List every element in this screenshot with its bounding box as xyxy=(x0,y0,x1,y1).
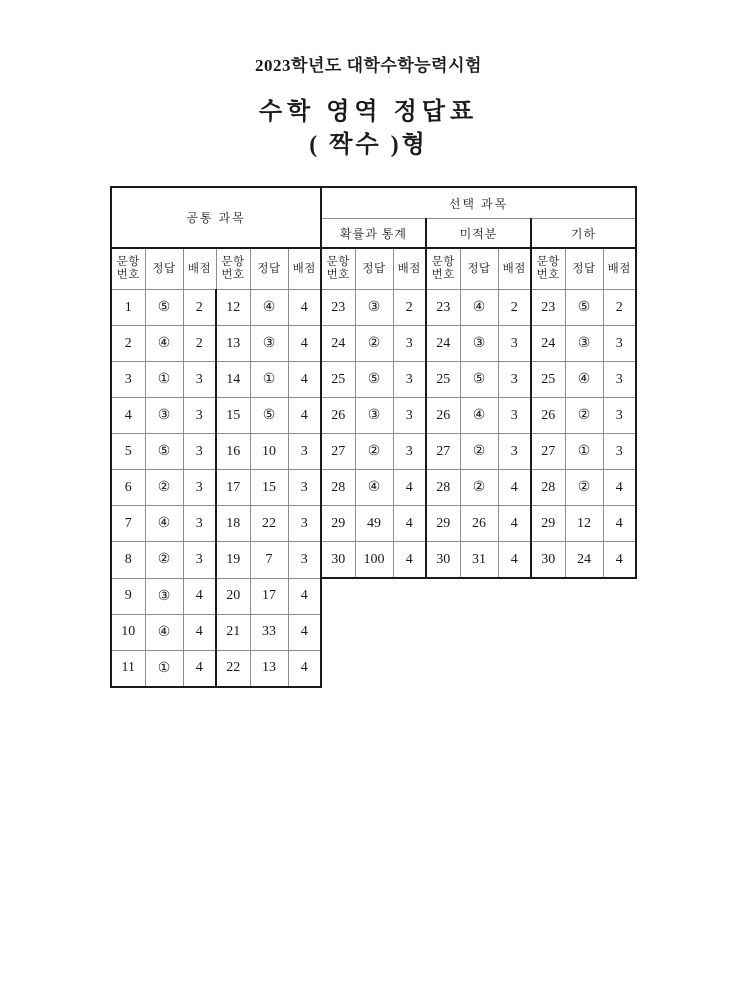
answer-key-table-container xyxy=(110,186,637,688)
group-header-row xyxy=(111,187,636,219)
cell-answer: ④ xyxy=(355,470,393,506)
cell-answer: ② xyxy=(145,470,183,506)
cell-points: 4 xyxy=(393,542,426,579)
cell-points: 3 xyxy=(603,434,636,470)
cell-answer: ① xyxy=(250,362,288,398)
cell-points: 4 xyxy=(183,614,216,650)
cell-answer: ① xyxy=(145,650,183,687)
cell-points: 4 xyxy=(288,362,321,398)
cell-question-number: 11 xyxy=(111,650,145,687)
cell-question-number: 23 xyxy=(426,290,460,326)
table-empty-area xyxy=(321,614,636,650)
cell-question-number: 30 xyxy=(321,542,355,579)
cell-points: 3 xyxy=(498,434,531,470)
cell-answer: ④ xyxy=(145,506,183,542)
cell-question-number: 26 xyxy=(321,398,355,434)
cell-points: 3 xyxy=(183,398,216,434)
col-header-number: 문항 번호 xyxy=(111,248,145,290)
cell-points: 2 xyxy=(603,290,636,326)
cell-question-number: 27 xyxy=(321,434,355,470)
cell-question-number: 29 xyxy=(531,506,565,542)
column-header-row xyxy=(111,248,636,290)
cell-answer: ⑤ xyxy=(145,290,183,326)
cell-points: 3 xyxy=(393,434,426,470)
col-header-points: 배점 xyxy=(603,248,636,290)
cell-question-number: 10 xyxy=(111,614,145,650)
cell-points: 4 xyxy=(288,578,321,614)
cell-question-number: 19 xyxy=(216,542,250,579)
table-row xyxy=(111,398,636,434)
cell-answer: ② xyxy=(565,470,603,506)
cell-points: 4 xyxy=(498,542,531,579)
cell-answer: ② xyxy=(565,398,603,434)
cell-points: 4 xyxy=(288,290,321,326)
cell-question-number: 9 xyxy=(111,578,145,614)
cell-answer: ⑤ xyxy=(355,362,393,398)
table-row xyxy=(111,542,636,579)
cell-question-number: 13 xyxy=(216,326,250,362)
page-title: 수학 영역 정답표 xyxy=(258,99,479,126)
cell-question-number: 3 xyxy=(111,362,145,398)
cell-points: 3 xyxy=(288,434,321,470)
cell-answer: ⑤ xyxy=(145,434,183,470)
cell-points: 4 xyxy=(498,470,531,506)
table-row xyxy=(111,578,636,614)
col-header-number: 문항 번호 xyxy=(321,248,355,290)
cell-points: 3 xyxy=(498,326,531,362)
table-empty-area xyxy=(321,578,636,614)
cell-question-number: 29 xyxy=(426,506,460,542)
cell-points: 3 xyxy=(603,398,636,434)
cell-question-number: 14 xyxy=(216,362,250,398)
col-header-number: 문항 번호 xyxy=(531,248,565,290)
subject-header-calculus: 미적분 xyxy=(426,219,531,249)
col-header-answer: 정답 xyxy=(250,248,288,290)
cell-question-number: 25 xyxy=(426,362,460,398)
cell-question-number: 30 xyxy=(531,542,565,579)
cell-points: 2 xyxy=(498,290,531,326)
cell-question-number: 28 xyxy=(426,470,460,506)
answer-key-table xyxy=(110,186,637,688)
cell-question-number: 8 xyxy=(111,542,145,579)
cell-question-number: 30 xyxy=(426,542,460,579)
exam-title: 2023학년도 대학수학능력시험 xyxy=(255,56,482,75)
cell-question-number: 29 xyxy=(321,506,355,542)
cell-question-number: 26 xyxy=(531,398,565,434)
table-row xyxy=(111,326,636,362)
cell-points: 4 xyxy=(393,470,426,506)
cell-points: 2 xyxy=(183,326,216,362)
cell-answer: ⑤ xyxy=(565,290,603,326)
cell-answer: ① xyxy=(565,434,603,470)
cell-answer: 12 xyxy=(565,506,603,542)
cell-question-number: 24 xyxy=(531,326,565,362)
cell-answer: 100 xyxy=(355,542,393,579)
col-header-points: 배점 xyxy=(393,248,426,290)
cell-points: 4 xyxy=(288,614,321,650)
col-header-number: 문항 번호 xyxy=(216,248,250,290)
cell-question-number: 21 xyxy=(216,614,250,650)
cell-answer: 49 xyxy=(355,506,393,542)
cell-answer: 22 xyxy=(250,506,288,542)
cell-answer: ③ xyxy=(145,578,183,614)
cell-question-number: 22 xyxy=(216,650,250,687)
col-header-answer: 정답 xyxy=(460,248,498,290)
cell-points: 2 xyxy=(393,290,426,326)
col-header-answer: 정답 xyxy=(565,248,603,290)
cell-points: 3 xyxy=(183,470,216,506)
cell-question-number: 27 xyxy=(426,434,460,470)
cell-points: 3 xyxy=(183,362,216,398)
cell-question-number: 6 xyxy=(111,470,145,506)
document-header xyxy=(0,56,737,161)
cell-points: 3 xyxy=(603,362,636,398)
cell-answer: 15 xyxy=(250,470,288,506)
cell-answer: 31 xyxy=(460,542,498,579)
cell-points: 4 xyxy=(288,650,321,687)
cell-points: 4 xyxy=(603,470,636,506)
cell-question-number: 7 xyxy=(111,506,145,542)
group-header-common: 공통 과목 xyxy=(111,187,321,248)
table-row xyxy=(111,506,636,542)
cell-points: 3 xyxy=(288,542,321,579)
cell-points: 3 xyxy=(288,470,321,506)
cell-answer: 26 xyxy=(460,506,498,542)
cell-answer: ④ xyxy=(250,290,288,326)
table-row xyxy=(111,290,636,326)
cell-answer: ④ xyxy=(145,326,183,362)
cell-answer: ② xyxy=(355,434,393,470)
cell-points: 3 xyxy=(498,398,531,434)
cell-question-number: 23 xyxy=(321,290,355,326)
table-row xyxy=(111,434,636,470)
cell-answer: ⑤ xyxy=(250,398,288,434)
col-header-answer: 정답 xyxy=(145,248,183,290)
cell-answer: ③ xyxy=(145,398,183,434)
cell-answer: ④ xyxy=(145,614,183,650)
cell-question-number: 4 xyxy=(111,398,145,434)
subject-header-probability: 확률과 통계 xyxy=(321,219,426,249)
cell-points: 4 xyxy=(183,650,216,687)
cell-question-number: 28 xyxy=(531,470,565,506)
cell-points: 3 xyxy=(288,506,321,542)
cell-answer: ② xyxy=(145,542,183,579)
cell-points: 4 xyxy=(498,506,531,542)
cell-question-number: 2 xyxy=(111,326,145,362)
col-header-points: 배점 xyxy=(288,248,321,290)
cell-question-number: 18 xyxy=(216,506,250,542)
group-header-elective: 선택 과목 xyxy=(321,187,636,219)
cell-question-number: 12 xyxy=(216,290,250,326)
cell-points: 4 xyxy=(288,326,321,362)
cell-question-number: 16 xyxy=(216,434,250,470)
cell-points: 3 xyxy=(183,434,216,470)
cell-points: 4 xyxy=(183,578,216,614)
cell-answer: ② xyxy=(460,470,498,506)
cell-answer: 17 xyxy=(250,578,288,614)
col-header-number: 문항 번호 xyxy=(426,248,460,290)
subject-header-geometry: 기하 xyxy=(531,219,636,249)
table-row xyxy=(111,470,636,506)
cell-question-number: 25 xyxy=(531,362,565,398)
cell-answer: 7 xyxy=(250,542,288,579)
cell-question-number: 5 xyxy=(111,434,145,470)
cell-question-number: 27 xyxy=(531,434,565,470)
cell-question-number: 24 xyxy=(426,326,460,362)
cell-answer: ③ xyxy=(355,290,393,326)
cell-points: 3 xyxy=(393,362,426,398)
cell-answer: ① xyxy=(145,362,183,398)
cell-answer: ③ xyxy=(460,326,498,362)
table-row xyxy=(111,614,636,650)
cell-question-number: 23 xyxy=(531,290,565,326)
cell-answer: ④ xyxy=(565,362,603,398)
cell-answer: 13 xyxy=(250,650,288,687)
table-row xyxy=(111,362,636,398)
cell-answer: ② xyxy=(355,326,393,362)
cell-question-number: 20 xyxy=(216,578,250,614)
cell-question-number: 1 xyxy=(111,290,145,326)
col-header-points: 배점 xyxy=(498,248,531,290)
cell-question-number: 24 xyxy=(321,326,355,362)
cell-points: 3 xyxy=(498,362,531,398)
cell-points: 3 xyxy=(183,506,216,542)
cell-points: 4 xyxy=(288,398,321,434)
cell-answer: ③ xyxy=(565,326,603,362)
cell-answer: ④ xyxy=(460,290,498,326)
cell-answer: 24 xyxy=(565,542,603,579)
table-row xyxy=(111,650,636,687)
cell-points: 4 xyxy=(393,506,426,542)
form-type-title: ( 짝수 )형 xyxy=(309,131,428,158)
cell-points: 3 xyxy=(603,326,636,362)
cell-answer: 10 xyxy=(250,434,288,470)
cell-question-number: 28 xyxy=(321,470,355,506)
cell-question-number: 15 xyxy=(216,398,250,434)
table-empty-area xyxy=(321,650,636,687)
cell-question-number: 17 xyxy=(216,470,250,506)
cell-points: 3 xyxy=(393,398,426,434)
cell-answer: ③ xyxy=(250,326,288,362)
cell-answer: ④ xyxy=(460,398,498,434)
cell-answer: 33 xyxy=(250,614,288,650)
cell-points: 3 xyxy=(393,326,426,362)
cell-question-number: 26 xyxy=(426,398,460,434)
cell-answer: ③ xyxy=(355,398,393,434)
col-header-points: 배점 xyxy=(183,248,216,290)
cell-points: 3 xyxy=(183,542,216,579)
cell-points: 2 xyxy=(183,290,216,326)
cell-question-number: 25 xyxy=(321,362,355,398)
cell-points: 4 xyxy=(603,506,636,542)
cell-answer: ⑤ xyxy=(460,362,498,398)
cell-answer: ② xyxy=(460,434,498,470)
cell-points: 4 xyxy=(603,542,636,579)
col-header-answer: 정답 xyxy=(355,248,393,290)
